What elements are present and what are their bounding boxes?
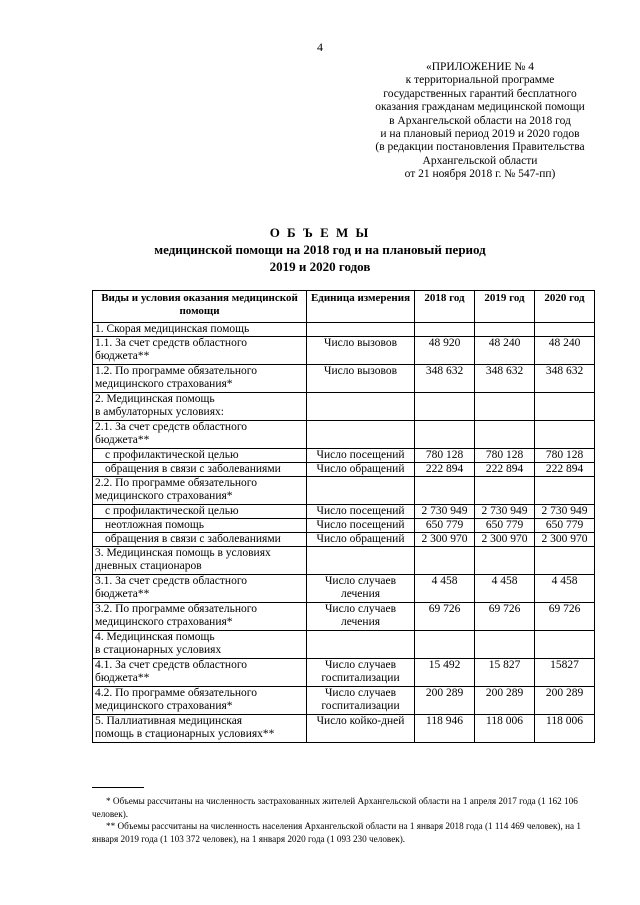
cell-v2018: 200 289 <box>415 687 475 715</box>
cell-text: Число посещений <box>316 505 405 517</box>
cell-text: медицинского страхования* <box>95 616 233 628</box>
cell-text: Число вызовов <box>323 337 397 349</box>
cell-v2020: 48 240 <box>535 337 595 365</box>
table-row <box>93 575 595 603</box>
cell-v2020 <box>535 393 595 421</box>
appendix-line: и на плановый период 2019 и 2020 годов <box>380 128 580 141</box>
appendix-line: «ПРИЛОЖЕНИЕ № 4 <box>425 61 534 73</box>
appendix-line: оказания гражданам медицинской помощи <box>375 101 585 114</box>
table-row <box>93 337 595 365</box>
cell-v2020: 15827 <box>535 659 595 687</box>
cell-v2020 <box>535 323 595 337</box>
cell-v2019 <box>475 631 535 659</box>
cell-text: 3.2. По программе обязательного <box>95 603 257 615</box>
page-number: 4 <box>317 40 323 54</box>
cell-text: в амбулаторных условиях: <box>95 406 224 418</box>
table-row <box>93 533 595 547</box>
cell-unit <box>307 365 415 393</box>
cell-v2018: 2 730 949 <box>415 505 475 519</box>
header-2019: 2019 год <box>475 291 535 323</box>
cell-text: 2. Медицинская помощь <box>95 393 215 405</box>
appendix-line: от 21 ноября 2018 г. № 547-пп) <box>404 168 556 181</box>
cell-text: 2.2. По программе обязательного <box>95 477 257 489</box>
footnote: ** Объемы рассчитаны на численность населения Архангельской области на 1 января 2018 года (1 114 469 человек), на 1 января 2019 года (1 103 372 человек), на 1 января 2020 года (1 093 230 человек). <box>92 821 581 844</box>
cell-v2019: 48 240 <box>475 337 535 365</box>
cell-text: бюджета** <box>95 434 150 446</box>
cell-unit <box>307 505 415 519</box>
header-2018: 2018 год <box>415 291 475 323</box>
appendix-line: в Архангельской области на 2018 год <box>389 114 571 127</box>
footnote: * Объемы рассчитаны на численность застрахованных жителей Архангельской области на 1 апреля 2017 года (1 162 106 человек). <box>92 796 578 819</box>
cell-v2020 <box>535 631 595 659</box>
cell-unit <box>307 575 415 603</box>
cell-text: в стационарных условиях <box>95 644 222 656</box>
cell-text: с профилактической целью <box>105 505 239 517</box>
cell-type <box>93 631 307 659</box>
cell-text: 4.1. За счет средств областного <box>95 659 247 671</box>
cell-text: Число обращений <box>316 463 405 475</box>
cell-v2019 <box>475 547 535 575</box>
table-body <box>93 323 595 743</box>
cell-type <box>93 659 307 687</box>
cell-v2019: 15 827 <box>475 659 535 687</box>
cell-text: бюджета** <box>95 588 150 600</box>
table-row <box>93 421 595 449</box>
cell-unit <box>307 603 415 631</box>
cell-unit <box>307 547 415 575</box>
table-row <box>93 365 595 393</box>
cell-v2020 <box>535 477 595 505</box>
cell-unit <box>307 323 415 337</box>
cell-text: Число случаев <box>324 575 397 587</box>
cell-type <box>93 533 307 547</box>
cell-unit <box>307 477 415 505</box>
cell-type <box>93 421 307 449</box>
cell-v2018 <box>415 323 475 337</box>
cell-text: с профилактической целью <box>105 449 239 461</box>
cell-text: медицинского страхования* <box>95 490 233 502</box>
cell-text: 3.1. За счет средств областного <box>95 575 247 587</box>
cell-text: медицинского страхования* <box>95 700 233 712</box>
cell-unit <box>307 687 415 715</box>
cell-v2020: 780 128 <box>535 449 595 463</box>
cell-v2018: 15 492 <box>415 659 475 687</box>
cell-text: 5. Паллиативная медицинская <box>95 715 243 727</box>
cell-unit <box>307 337 415 365</box>
appendix-line: к территориальной программе <box>405 74 555 87</box>
cell-v2019: 650 779 <box>475 519 535 533</box>
appendix-line: (в редакции постановления Правительства <box>375 141 585 154</box>
cell-v2019: 222 894 <box>475 463 535 477</box>
header-2020: 2020 год <box>535 291 595 323</box>
title-line: 2019 и 2020 годов <box>269 259 371 274</box>
cell-v2019 <box>475 323 535 337</box>
table-row <box>93 477 595 505</box>
cell-v2019: 118 006 <box>475 715 535 743</box>
cell-type <box>93 505 307 519</box>
table-row <box>93 687 595 715</box>
cell-text: Число вызовов <box>323 365 397 377</box>
cell-v2020: 222 894 <box>535 463 595 477</box>
cell-type <box>93 337 307 365</box>
cell-text: 1. Скорая медицинская помощь <box>95 323 250 335</box>
cell-v2020: 69 726 <box>535 603 595 631</box>
cell-text: Число посещений <box>316 519 405 531</box>
cell-type <box>93 603 307 631</box>
title-line: медицинской помощи на 2018 год и на плановый период <box>154 242 486 257</box>
cell-type <box>93 323 307 337</box>
cell-unit <box>307 533 415 547</box>
footnote-divider <box>92 787 144 788</box>
cell-text: обращения в связи с заболеваниями <box>105 463 281 475</box>
table-row <box>93 505 595 519</box>
cell-v2020: 2 300 970 <box>535 533 595 547</box>
cell-v2020: 650 779 <box>535 519 595 533</box>
table-row <box>93 463 595 477</box>
cell-text: бюджета** <box>95 350 150 362</box>
cell-type <box>93 575 307 603</box>
cell-text: госпитализации <box>321 672 400 684</box>
cell-v2018: 48 920 <box>415 337 475 365</box>
cell-v2018: 2 300 970 <box>415 533 475 547</box>
cell-v2018: 118 946 <box>415 715 475 743</box>
cell-v2018: 222 894 <box>415 463 475 477</box>
cell-v2018 <box>415 547 475 575</box>
cell-text: дневных стационаров <box>95 560 202 572</box>
cell-text: обращения в связи с заболеваниями <box>105 533 281 545</box>
cell-text: неотложная помощь <box>105 519 204 531</box>
cell-type <box>93 477 307 505</box>
table-row <box>93 659 595 687</box>
title-main: О Б Ъ Е М Ы <box>269 225 371 240</box>
cell-text: Число обращений <box>316 533 405 545</box>
cell-v2019: 348 632 <box>475 365 535 393</box>
header-unit: Единица измерения <box>307 291 415 323</box>
cell-v2018: 780 128 <box>415 449 475 463</box>
appendix-line: государственных гарантий бесплатного <box>383 87 577 100</box>
table-header-row <box>93 291 595 323</box>
appendix-header <box>330 61 630 182</box>
cell-v2018 <box>415 477 475 505</box>
cell-text: медицинского страхования* <box>95 378 233 390</box>
cell-unit <box>307 393 415 421</box>
cell-unit <box>307 463 415 477</box>
cell-v2019 <box>475 393 535 421</box>
cell-v2019: 2 300 970 <box>475 533 535 547</box>
cell-text: 4. Медицинская помощь <box>95 631 215 643</box>
table-row <box>93 715 595 743</box>
cell-unit <box>307 421 415 449</box>
cell-v2018: 650 779 <box>415 519 475 533</box>
cell-v2019: 780 128 <box>475 449 535 463</box>
cell-type <box>93 715 307 743</box>
cell-v2018: 4 458 <box>415 575 475 603</box>
cell-type <box>93 687 307 715</box>
cell-v2020: 200 289 <box>535 687 595 715</box>
cell-v2018: 348 632 <box>415 365 475 393</box>
appendix-line: Архангельской области <box>422 154 538 167</box>
cell-v2020 <box>535 421 595 449</box>
cell-v2019: 2 730 949 <box>475 505 535 519</box>
cell-text: лечения <box>340 616 381 628</box>
cell-text: Число посещений <box>316 449 405 461</box>
document-title <box>0 224 640 275</box>
table-row <box>93 547 595 575</box>
cell-type <box>93 365 307 393</box>
cell-v2020: 2 730 949 <box>535 505 595 519</box>
cell-text: Число случаев <box>324 659 397 671</box>
cell-v2020: 348 632 <box>535 365 595 393</box>
footnotes <box>92 795 597 845</box>
cell-v2018 <box>415 421 475 449</box>
cell-type <box>93 463 307 477</box>
cell-v2018 <box>415 631 475 659</box>
cell-v2019 <box>475 477 535 505</box>
cell-text: госпитализации <box>321 700 400 712</box>
cell-type <box>93 393 307 421</box>
cell-text: помощь в стационарных условиях** <box>95 728 275 740</box>
volumes-table <box>92 290 595 743</box>
cell-unit <box>307 449 415 463</box>
table-row <box>93 449 595 463</box>
cell-v2019: 69 726 <box>475 603 535 631</box>
cell-v2019: 4 458 <box>475 575 535 603</box>
table-row <box>93 631 595 659</box>
table-row <box>93 519 595 533</box>
cell-unit <box>307 519 415 533</box>
cell-text: Число случаев <box>324 687 397 699</box>
table-row <box>93 323 595 337</box>
cell-v2018 <box>415 393 475 421</box>
cell-v2019: 200 289 <box>475 687 535 715</box>
cell-text: лечения <box>340 588 381 600</box>
cell-text: 1.2. По программе обязательного <box>95 365 257 377</box>
cell-type <box>93 519 307 533</box>
cell-unit <box>307 715 415 743</box>
cell-v2019 <box>475 421 535 449</box>
table-row <box>93 603 595 631</box>
cell-type <box>93 547 307 575</box>
cell-v2018: 69 726 <box>415 603 475 631</box>
cell-unit <box>307 631 415 659</box>
cell-v2020: 4 458 <box>535 575 595 603</box>
header-type: Виды и условия оказания медицинской помощи <box>93 291 307 323</box>
cell-unit <box>307 659 415 687</box>
cell-text: Число случаев <box>324 603 397 615</box>
cell-text: 1.1. За счет средств областного <box>95 337 247 349</box>
cell-text: 4.2. По программе обязательного <box>95 687 257 699</box>
table-row <box>93 393 595 421</box>
cell-text: 2.1. За счет средств областного <box>95 421 247 433</box>
cell-v2020 <box>535 547 595 575</box>
cell-text: Число койко-дней <box>316 715 405 727</box>
cell-v2020: 118 006 <box>535 715 595 743</box>
cell-text: бюджета** <box>95 672 150 684</box>
cell-type <box>93 449 307 463</box>
cell-text: 3. Медицинская помощь в условиях <box>95 547 271 559</box>
